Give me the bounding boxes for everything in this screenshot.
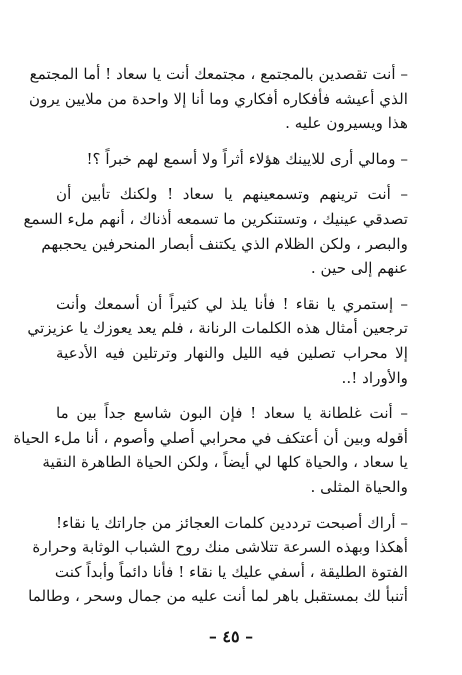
paragraph	[28, 511, 408, 609]
paragraph	[27, 292, 408, 390]
text-line: والأوراد !..	[341, 368, 408, 387]
paragraph	[23, 182, 408, 280]
text-line: الفتوة الطليقة ، أسفي عليك يا نقاء ! فأنا دائماً وأبداً كنت	[54, 562, 408, 581]
body-text	[13, 62, 408, 620]
text-line: ترجعين أمثال هذه الكلمات الرنانة ، فلم يعد يعوزك يا عزيزتي	[27, 319, 408, 338]
text-line: إلا محراب تصلين فيه الليل والنهار وترتلين فيه الأدعية	[56, 343, 408, 362]
page-number: – ٤٥ –	[208, 627, 254, 646]
paragraph	[29, 62, 408, 136]
text-line: – أراك أصبحت ترددين كلمات العجائز من جاراتك يا نقاء!	[56, 513, 408, 532]
text-line: – أنت ترينهم وتسمعينهم يا سعاد ! ولكنك تأبين أن	[56, 185, 408, 204]
paragraph	[56, 147, 408, 172]
text-line: – ومالي أرى للايينك هؤلاء أثراً ولا أسمع لهم خبراً ؟!	[86, 149, 408, 168]
text-line: يا سعاد ، والحياة كلها لي أيضاً ، ولكن الحياة الطاهرة النقية	[42, 453, 408, 472]
text-line: الذي أعيشه فأفكاره أفكاري وما أنا إلا واحدة من ملايين يرون	[29, 89, 408, 108]
text-line: تصدقي عينيك ، وتستنكرين ما تسمعه أذناك ، أنهم ملء السمع	[23, 209, 408, 228]
text-line: والحياة المثلى .	[310, 477, 408, 496]
text-line: – إستمري يا نقاء ! فأنا يلذ لي كثيراً أن أسمعك وأنت	[56, 294, 408, 313]
text-line: – أنت تقصدين بالمجتمع ، مجتمعك أنت يا سعاد ! أما المجتمع	[29, 65, 408, 83]
text-line: أتنبأ لك بمستقبل باهر لما أنت عليه من جمال وسحر ، وطالما	[28, 587, 408, 606]
text-line: أهكذا وبهذه السرعة تتلاشى منك روح الشباب الوثابة وحرارة	[32, 538, 408, 557]
paragraph	[13, 401, 408, 499]
text-line: هذا ويسيرون عليه .	[285, 114, 408, 133]
text-line: – أنت غلطانة يا سعاد ! فإن البون شاسع جداً بين ما	[56, 404, 408, 423]
text-line: والبصر ، ولكن الظلام الذي يكتنف أبصار المنحرفين يحجبهم	[41, 234, 408, 253]
text-line: أقوله وبين أن أعتكف في محرابي أصلي وأصوم ، أنا ملء الحياة	[13, 428, 408, 447]
text-line: عنهم إلى حين .	[310, 259, 408, 278]
